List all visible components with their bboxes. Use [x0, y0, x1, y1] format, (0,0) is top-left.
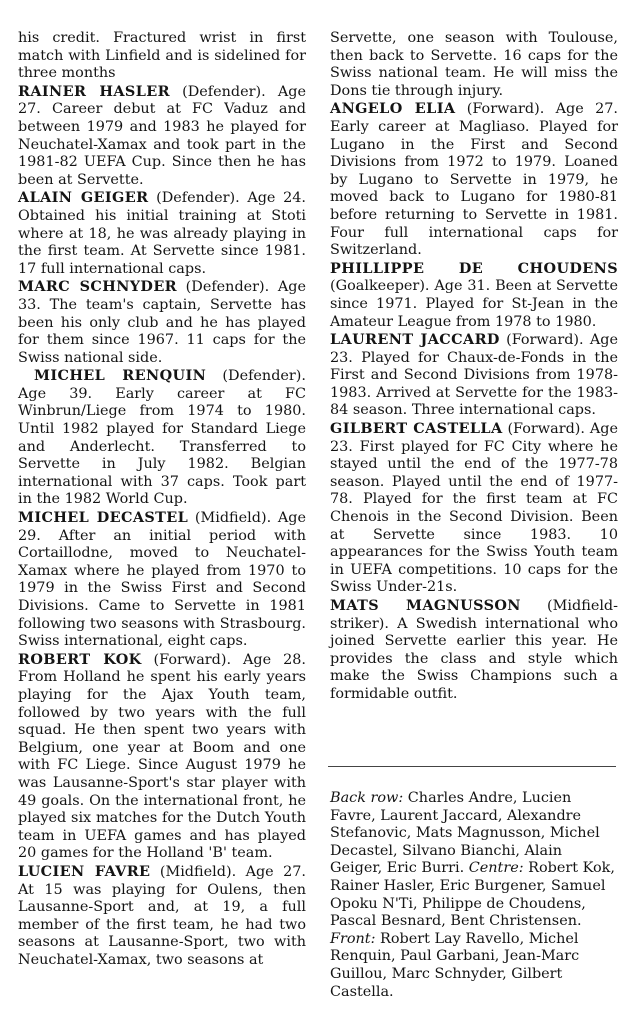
player-bio: Age 39. Early career at FC Winbrun/Liege from 1974 to 1980. Until 1982 played for Standard Liege and Anderlecht. Transferred to Servette in July 1982. Belgian international with 37 caps. Took part in the 1982 World Cup. [18, 385, 306, 508]
player-position: (Defender). [169, 83, 278, 100]
left-column [18, 30, 306, 969]
player-name: MICHEL DECASTEL [18, 509, 189, 527]
player-bio: Age 29. After an initial period with Cortaillodne, moved to Neuchatel-Xamax where he played from 1970 to 1979 in the Swiss First and Second Divisions. Came to Servette in 1981 following two seasons with Strasbourg. Swiss international, eight caps. [18, 510, 306, 650]
player-bio: Age 27. Career debut at FC Vaduz and between 1979 and 1983 he played for Neuchatel-Xamax and took part in the 1981-82 UEFA Cup. Since then he has been at Servette. [18, 83, 306, 188]
player-bio: A Swedish international who joined Servette earlier this year. He provides the class and style which make the Swiss Champions such a formidable outfit. [330, 615, 618, 702]
player-entry-renquin [18, 367, 306, 509]
player-position: (Goalkeeper). [330, 278, 435, 295]
player-entry-schnyder [18, 278, 306, 367]
player-position: (Forward). [141, 651, 244, 668]
player-bio: Age 27. At 15 was playing for Oulens, then Lausanne-Sport and, at 19, a full member of the first team, he had two seasons at Lausanne-Sport, two with Neuchatel-Xamax, two seasons at [18, 863, 306, 968]
photo-caption [330, 790, 618, 1001]
player-position: (Midfield). [188, 510, 278, 527]
player-position: (Midfield-striker). [330, 598, 619, 632]
player-name: LUCIEN FAVRE [18, 862, 151, 880]
player-position: (Forward). [455, 101, 556, 118]
caption-centre-names: Robert Kok, Rainer Hasler, Eric Burgener, Samuel Opoku N'Ti, Philippe de Choudens, Pascal Besnard, Bent Christensen. [330, 860, 615, 930]
player-position: (Defender). [206, 368, 306, 385]
player-bio: Age 27. Early career at Magliaso. Played for Lugano in the First and Second Divisions from 1972 to 1979. Loaned by Lugano to Servette in 1979, he moved back to Lugano for 1980-81 before returning to Servette in 1981. Four full international caps for Switzerland. [330, 101, 618, 259]
right-column [330, 30, 618, 704]
player-bio: Age 31. Been at Servette since 1971. Played for St-Jean in the Amateur League from 1978 to 1980. [330, 278, 618, 330]
player-entry-castella [330, 420, 618, 597]
player-name: ALAIN GEIGER [18, 189, 149, 207]
player-name: MATS MAGNUSSON [330, 597, 521, 614]
player-name: ROBERT KOK [18, 650, 142, 668]
player-position: (Defender). [148, 190, 248, 207]
continuation-text: his credit. Fractured wrist in first match with Linfield and is sidelined for three months [18, 30, 306, 82]
player-entry-hasler [18, 83, 306, 190]
player-position: (Forward). [502, 421, 590, 438]
player-position: (Midfield). [150, 863, 246, 880]
player-name: MICHEL RENQUIN [34, 367, 207, 385]
player-entry-de-choudens [330, 260, 618, 331]
continuation-text: Servette, one season with Toulouse, then back to Servette. 16 caps for the Swiss national team. He will miss the Dons tie through injury. [330, 30, 618, 99]
player-position: (Defender). [177, 279, 278, 296]
caption-front-label: Front: [330, 930, 376, 947]
caption-back-names: Charles Andre, Lucien Favre, Laurent Jaccard, Alexandre Stefanovic, Mats Magnusson, Michel Decastel, Silvano Bianchi, Alain Geiger, Eric Burri. [330, 790, 600, 877]
caption-centre-label: Centre: [468, 860, 524, 877]
player-name: GILBERT CASTELLA [330, 420, 503, 438]
player-bio: Age 23. Played for Chaux-de-Fonds in the First and Second Divisions from 1978-1983. Arrived at Servette for the 1983-84 season. Three international caps. [330, 332, 618, 419]
caption-front-names: Robert Lay Ravello, Michel Renquin, Paul Garbani, Jean-Marc Guillou, Marc Schnyder, Gilbert Castella. [330, 930, 580, 1000]
player-entry-kok [18, 651, 306, 863]
player-entry-jaccard [330, 331, 618, 420]
player-name: ANGELO ELIA [330, 100, 456, 118]
player-entry-magnusson [330, 597, 618, 704]
player-name: LAURENT JACCARD [330, 331, 500, 349]
player-bio: Age 28. From Holland he spent his early years playing for the Ajax Youth team, followed by two years with the full squad. He then spent two years with Belgium, one year at Boom and one with FC Liege. Since August 1979 he was Lausanne-Sport's star player with 49 goals. On the international front, he played six matches for the Dutch Youth team in UEFA games and has played 20 games for the Holland 'B' team. [18, 651, 306, 862]
player-entry-decastel [18, 509, 306, 651]
player-entry-elia [330, 100, 618, 259]
caption-divider [328, 766, 616, 767]
player-name: RAINER HASLER [18, 82, 170, 100]
caption-back-label: Back row: [330, 790, 404, 806]
player-position: (Forward). [499, 332, 590, 349]
player-name: PHILLIPPE DE CHOUDENS [330, 259, 618, 277]
player-entry-favre [18, 863, 306, 970]
player-bio: Age 33. The team's captain, Servette has been his only club and he has played for them since 1967. 11 caps for the Swiss national side. [18, 279, 306, 366]
player-name: MARC SCHNYDER [18, 278, 178, 296]
player-entry-geiger [18, 189, 306, 278]
player-bio: Age 23. First played for FC City where he stayed until the end of the 1977-78 season. Played until the end of 1977-78. Played for the first team at FC Chenois in the Second Division. Been at Servette since 1983. 10 appearances for the Swiss Youth team in UEFA competitions. 10 caps for the Swiss Under-21s. [330, 421, 619, 596]
player-bio: Age 24. Obtained his initial training at Stoti where at 18, he was already playing in the first team. At Servette since 1981. 17 full international caps. [18, 190, 306, 277]
